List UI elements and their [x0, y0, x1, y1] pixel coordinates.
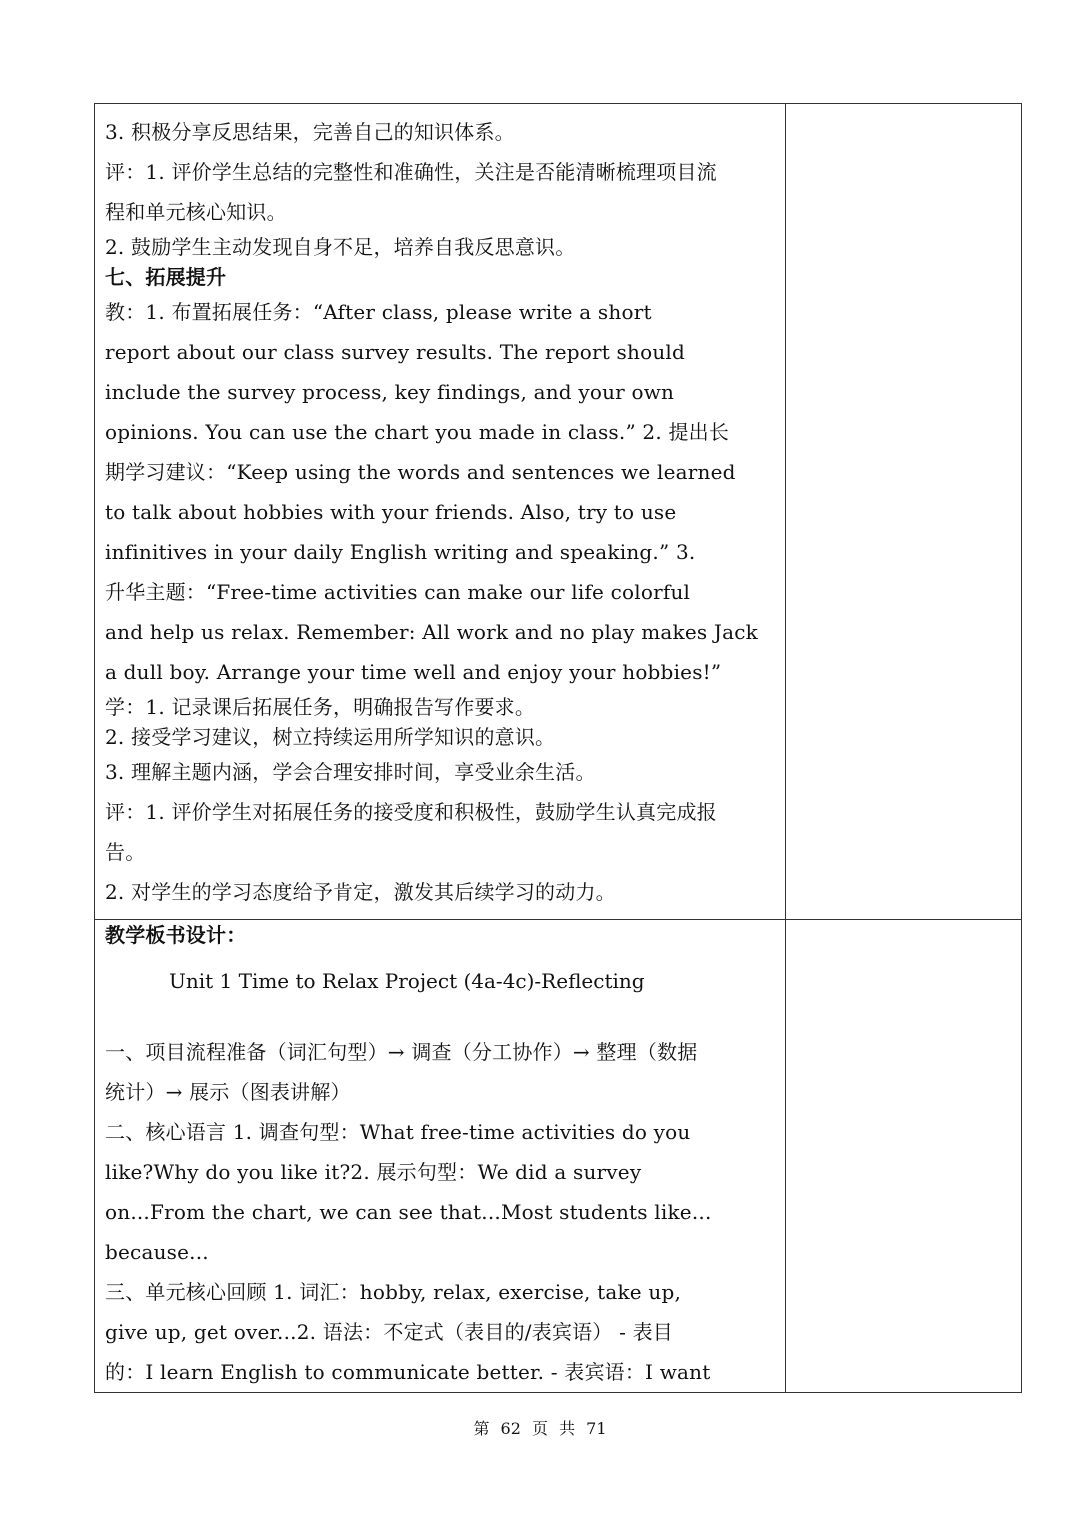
text-line: infinitives in your daily English writing and speaking.” 3.: [105, 540, 696, 564]
text-line: 期学习建议：“Keep using the words and sentences we learned: [105, 460, 736, 484]
content-cell: [95, 104, 786, 920]
cell-body: [95, 920, 785, 1392]
empty-side-cell: [786, 920, 1022, 1393]
empty-side-cell: [786, 104, 1022, 920]
spacer: [105, 1012, 775, 1032]
text-line: 升华主题：“Free-time activities can make our life colorful: [105, 580, 691, 604]
lesson-plan-table: [94, 103, 1022, 1393]
text-line: give up, get over...2. 语法：不定式（表目的/表宾语） - 表目: [105, 1320, 673, 1344]
text-line: like?Why do you like it?2. 展示句型：We did a survey: [105, 1160, 642, 1184]
board-title: Unit 1 Time to Relax Project (4a-4c)-Reflecting: [169, 969, 645, 993]
text-line: 的：I learn English to communicate better. - 表宾语：I want: [105, 1360, 711, 1384]
board-design-heading: 教学板书设计：: [105, 923, 247, 947]
text-line: 3. 理解主题内涵，学会合理安排时间，享受业余生活。: [105, 760, 596, 784]
text-line: report about our class survey results. The report should: [105, 340, 686, 364]
text-line: 告。: [105, 840, 146, 864]
cell-body: [95, 104, 785, 912]
text-line: on...From the chart, we can see that...Most students like...: [105, 1200, 712, 1224]
text-line: 3. 积极分享反思结果，完善自己的知识体系。: [105, 120, 515, 144]
board-design-cell: [95, 920, 786, 1393]
text-line: opinions. You can use the chart you made in class.” 2. 提出长: [105, 420, 730, 444]
text-line: because...: [105, 1240, 209, 1264]
page-number: 第 62 页 共 71: [473, 1419, 607, 1438]
section-heading: 七、拓展提升: [105, 265, 227, 289]
text-line: 教：1. 布置拓展任务：“After class, please write a short: [105, 300, 652, 324]
text-line: 一、项目流程准备（词汇句型）→ 调查（分工协作）→ 整理（数据: [105, 1040, 698, 1064]
text-line: 2. 接受学习建议，树立持续运用所学知识的意识。: [105, 725, 556, 749]
text-line: 评：1. 评价学生对拓展任务的接受度和积极性，鼓励学生认真完成报: [105, 800, 717, 824]
text-line: 程和单元核心知识。: [105, 200, 287, 224]
text-line: 2. 对学生的学习态度给予肯定，激发其后续学习的动力。: [105, 880, 616, 904]
text-line: and help us relax. Remember: All work and no play makes Jack: [105, 620, 758, 644]
text-line: a dull boy. Arrange your time well and enjoy your hobbies!”: [105, 660, 722, 684]
text-line: include the survey process, key findings, and your own: [105, 380, 675, 404]
text-line: 二、核心语言 1. 调查句型：What free-time activities do you: [105, 1120, 691, 1144]
text-line: 2. 鼓励学生主动发现自身不足，培养自我反思意识。: [105, 235, 576, 259]
table-row: [95, 104, 1022, 920]
table-row: [95, 920, 1022, 1393]
text-line: 三、单元核心回顾 1. 词汇：hobby, relax, exercise, take up,: [105, 1280, 682, 1304]
text-line: 统计）→ 展示（图表讲解）: [105, 1080, 351, 1104]
text-line: 学：1. 记录课后拓展任务，明确报告写作要求。: [105, 695, 536, 719]
text-line: to talk about hobbies with your friends. Also, try to use: [105, 500, 677, 524]
text-line: 评：1. 评价学生总结的完整性和准确性，关注是否能清晰梳理项目流: [105, 160, 717, 184]
